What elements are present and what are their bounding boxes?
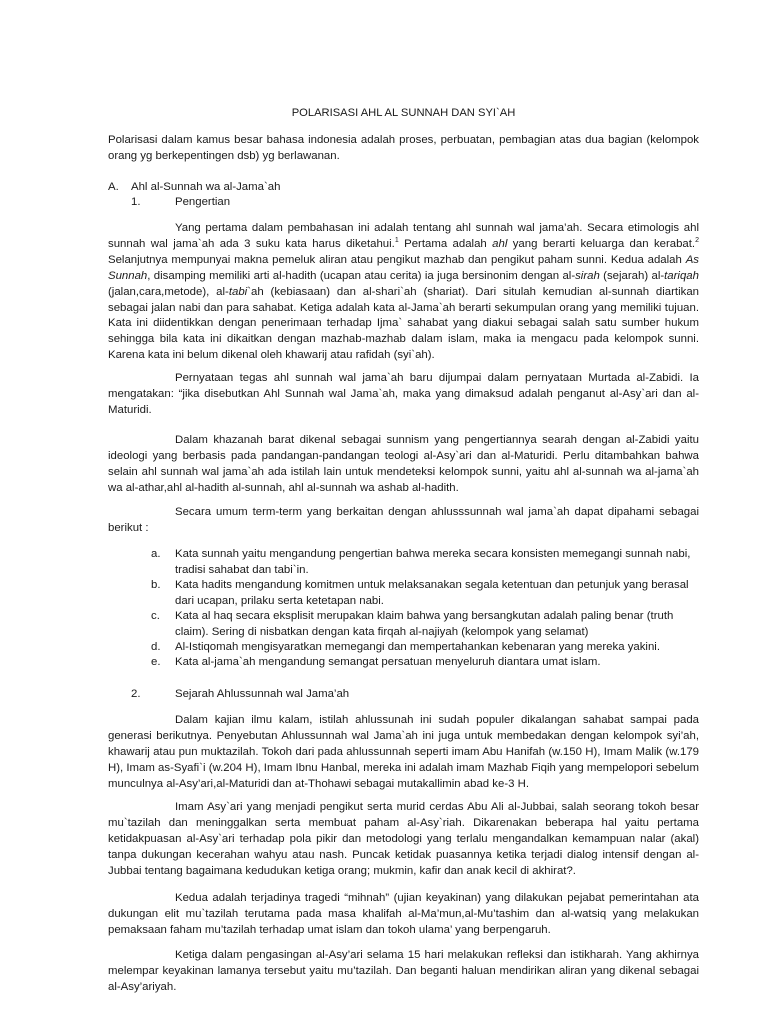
list-text: Kata al-jama`ah mengandung semangat persatuan menyeluruh diantara umat islam. xyxy=(175,656,601,668)
term-tariqah: tariqah xyxy=(664,269,699,282)
subsection-1-marker: 1. xyxy=(131,196,141,208)
paragraph-term: Secara umum term-term yang berkaitan dengan ahlusssunnah wal jama`ah dapat dipahami sebagai berikut : xyxy=(108,506,699,534)
subsection-1-heading xyxy=(131,195,230,211)
paragraph-mihnah: Kedua adalah terjadinya tragedi “mihnah” (ujian keyakinan) yang dilakukan pejabat pemerintahan ata dukungan elit mu`tazilah terutama pada masa khalifah al-Ma’mun,al-Mu’tashim dan al-watsiq yang melakukan pemaksaan faham mu’tazilah terhadap umat islam dan tokoh ulama’ yang berpengaruh. xyxy=(108,892,699,936)
list-marker: b. xyxy=(151,579,161,591)
list-marker: a. xyxy=(151,548,161,560)
list-text: Kata al haq secara eksplisit merupakan klaim bahwa yang bersangkutan adalah paling benar (truth claim). Sering di nisbatkan dengan kata firqah al-najiyah (kelompok yang selamat) xyxy=(175,610,674,638)
section-a-heading xyxy=(108,180,280,196)
p1-text-a: Yang pertama dalam pembahasan ini adalah tentang ahl sunnah wal jama’ah. Secara etimologis ahl sunnah wal jama`ah ada 3 suku kata harus diketahui. xyxy=(108,222,699,250)
paragraph-zabidi: Pernyataan tegas ahl sunnah wal jama`ah baru dijumpai dalam pernyataan Murtada al-Zabidi. Ia mengatakan: “jika disebutkan Ahl Sunnah wal Jama`ah, maka yang dimaksud adalah penganut al-Asy`ari dan al-Maturidi. xyxy=(108,372,699,416)
document-title: POLARISASI AHL AL SUNNAH DAN SYI`AH xyxy=(291,107,516,119)
paragraph-asyari: Imam Asy`ari yang menjadi pengikut serta murid cerdas Abu Ali al-Jubbai, salah seorang tokoh besar mu`tazilah dan meninggalkan serta membuat paham al-Asy`riah. Dikarenakan beberapa hal yaitu pertama ketidakpuasan al-Asy`ari terhadap pola pikir dan metodologi yang terlalu mengandalkan kemampuan nalar (akal) tanpa dukungan kecerahan wahyu atau nash. Puncak ketidak puasannya ketika terjadi dialog intensif dengan al-Jubbai tentang bagaimana kedudukan ketiga orang; mukmin, kafir dan anak kecil di akhirat?. xyxy=(108,801,699,877)
subsection-2-marker: 2. xyxy=(131,688,141,700)
subsection-2-heading xyxy=(131,687,349,703)
section-a-label: Ahl al-Sunnah wa al-Jama`ah xyxy=(131,181,281,193)
p1-text-d: Selanjutnya mempunyai makna pemeluk aliran atau pengikut mazhab dan pengikut paham sunni. Kedua adalah xyxy=(108,253,686,266)
list-text: Kata hadits mengandung komitmen untuk melaksanakan segala ketentuan dan petunjuk yang berasal dari ucapan, prilaku serta ketetapan nabi. xyxy=(175,579,689,607)
list-marker: c. xyxy=(151,610,160,622)
p1-text-e: , disamping memiliki arti al-hadith (ucapan atau cerita) ia juga bersinonim dengan al- xyxy=(147,269,576,282)
footnote-2: 2 xyxy=(695,237,700,245)
p1-text-b: Pertama adalah xyxy=(398,237,493,250)
p1-text-g: (jalan,cara,metode), al- xyxy=(108,285,229,298)
term-sirah: sirah xyxy=(575,269,600,282)
term-tabi: tabi xyxy=(228,285,248,298)
section-a-marker: A. xyxy=(108,181,119,193)
p1-text-c: yang berarti keluarga dan kerabat. xyxy=(507,237,696,250)
p1-text-h: `ah (kebiasaan) dan al-shari`ah (shariat). Dari situlah kemudian al-sunnah diartikan sebagai jalan nabi dan para sahabat. Ketiga adalah kata al-Jama`ah berarti sekumpulan orang yang memiliki tujuan. Kata ini diidentikkan dengan penerimaan terhadap Ijma` sahabat yang diakui sebagai salah satu sumber hukum sehingga bila kata ini dikaitkan dengan mazhab-mazhab dalam islam, maka ia mengacu pada kelompok sunni. Karena kata ini belum dikenal oleh khawarij atau rafidah (syi`ah). xyxy=(108,285,699,362)
paragraph-khazanah: Dalam khazanah barat dikenal sebagai sunnism yang pengertiannya searah dengan al-Zabidi yaitu ideologi yang berbasis pada pandangan-pandangan teologi al-Asy`ari dan al-Maturidi. Perlu ditambahkan bahwa selain ahl sunnah wal jama`ah ada istilah lain untuk mendeteksi kelompok sunni, yaitu ahl al-sunnah wa al-jama`ah wa al-athar,ahl al-hadith al-sunnah, ahl al-sunnah wa ashab al-hadith. xyxy=(108,434,699,494)
subsection-2-label: Sejarah Ahlussunnah wal Jama’ah xyxy=(175,688,350,700)
paragraph-pengertian xyxy=(108,221,699,364)
intro-paragraph: Polarisasi dalam kamus besar bahasa indonesia adalah proses, perbuatan, pembagian atas dua bagian (kelompok orang yg berkepentingen dsb) yg berlawanan. xyxy=(108,134,699,162)
list-marker: d. xyxy=(151,641,161,653)
paragraph-pengasingan: Ketiga dalam pengasingan al-Asy’ari selama 15 hari melakukan refleksi dan istikharah. Yang akhirnya melempar keyakinan lamanya tersebut yaitu mu’tazilah. Dan beganti haluan mendirikan aliran yang dikenal sebagai al-Asy’ariyah. xyxy=(108,949,699,993)
paragraph-sejarah: Dalam kajian ilmu kalam, istilah ahlussunah ini sudah populer dikalangan sahabat sampai pada generasi berikutnya. Penyebutan Ahlussunnah wal Jama`ah ini juga untuk membedakan dengan kelompok syi’ah, khawarij atau pun muktazilah. Tokoh dari pada ahlussunnah seperti imam Abu Hanifah (w.150 H), Imam Malik (w.179 H), Imam as-Syafi`i (w.204 H), Imam Ibnu Hanbal, mereka ini adalah imam Mazhab Fiqih yang mempelopori sebelum munculnya al-Asy’ari,al-Maturidi dan at-Thohawi sebagai mutakallimin abad ke-3 H. xyxy=(108,714,699,790)
list-text: Kata sunnah yaitu mengandung pengertian bahwa mereka secara konsisten memegangi sunnah nabi, tradisi sahabat dan tabi`in. xyxy=(175,548,691,576)
list-text: Al-Istiqomah mengisyaratkan memegangi dan mempertahankan kebenaran yang mereka yakini. xyxy=(175,641,660,653)
term-as-sunnah: As Sunnah xyxy=(108,253,699,282)
list-marker: e. xyxy=(151,656,161,668)
footnote-1: 1 xyxy=(394,237,399,245)
p1-text-f: (sejarah) al- xyxy=(599,269,665,282)
term-ahl: ahl xyxy=(492,237,508,250)
subsection-1-label: Pengertian xyxy=(175,196,231,208)
